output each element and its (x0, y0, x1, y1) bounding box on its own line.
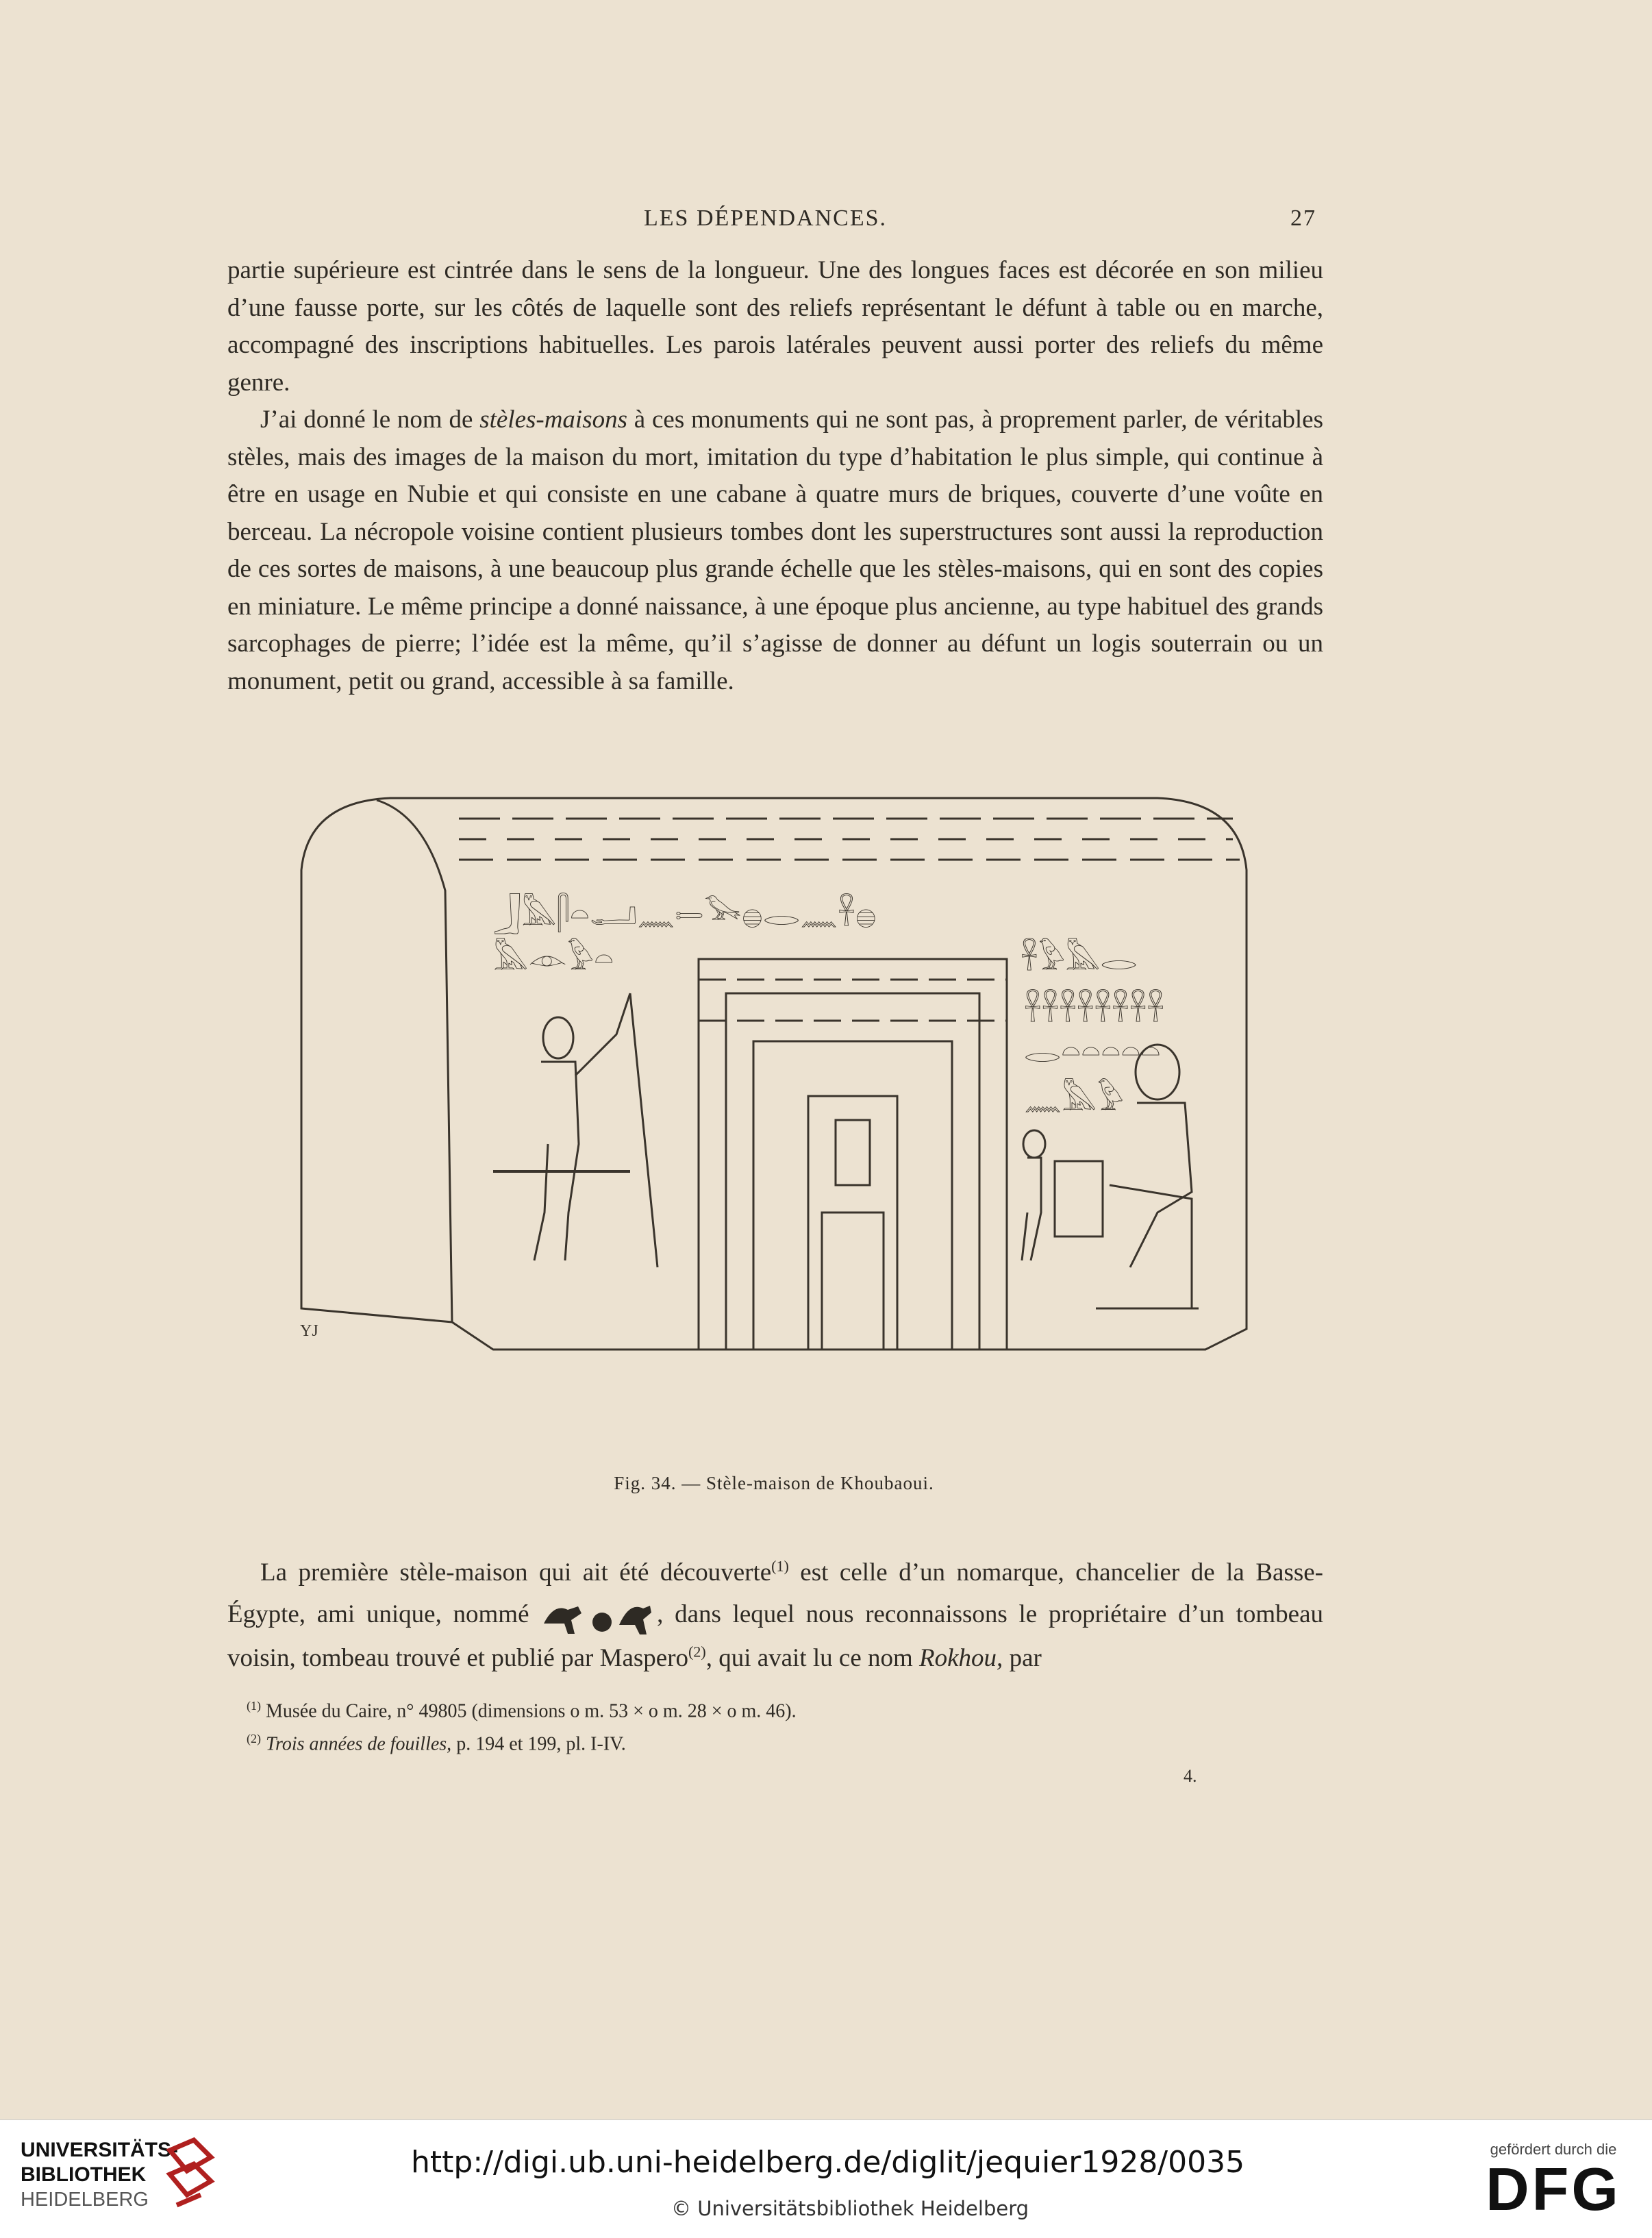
text-span: La première stèle-maison qui ait été découverte (260, 1558, 772, 1587)
italic-term: stèles-maisons (479, 406, 628, 434)
footnote-mark: (2) (247, 1732, 261, 1746)
text-span: par (1003, 1643, 1042, 1672)
paragraph-3 (227, 1552, 1323, 1679)
name-hieroglyph-icon (540, 1596, 657, 1637)
artist-initials: YJ (300, 1322, 318, 1340)
library-name-line: BIBLIOTHEK (21, 2163, 147, 2186)
text-span: à ces monuments qui ne sont pas, à proprement parler, de véritables stèles, mais des images de la maison du mort, imitation du type d’habitation le plus simple, qui continue à être en usage en Nubie et qui consiste en une cabane à quatre murs de briques, couverte d’une voûte en berceau. La nécropole voisine contient plusieurs tombes dont les superstructures sont aussi la reproduction de ces sortes de maisons, à une beaucoup plus grande échelle que les stèles-maisons, qui en sont des copies en miniature. Le même principe a donné naissance, à une époque plus ancienne, au type habituel des grands sarcophages de pierre; l’idée est la même, qu’il s’agisse de donner au défunt un logis souterrain ou un monument, petit ou grand, accessible à sa famille. (227, 406, 1323, 695)
body-text-top (227, 252, 1323, 700)
paragraph-1: partie supérieure est cintrée dans le sens de la longueur. Une des longues faces est décorée en son milieu d’une fausse porte, sur les côtés de laquelle sont des reliefs représentant le défunt à table ou en marche, accompagné des inscriptions habituelles. Les parois latérales peuvent aussi porter des reliefs du même genre. (227, 256, 1323, 397)
dfg-funding-logo[interactable] (1471, 2141, 1636, 2223)
running-title: LES DÉPENDANCES. (644, 206, 888, 231)
paragraph-2 (227, 401, 1323, 700)
gathering-signature: 4. (1184, 1766, 1197, 1786)
text-span: , qui avait lu ce nom (705, 1643, 920, 1672)
dfg-logo-text: DFG (1486, 2155, 1621, 2223)
footnote-1 (247, 1692, 1274, 1725)
hieroglyph-row-6: 𓈖𓅓𓅱 (1024, 1080, 1124, 1117)
footnote-text: Musée du Caire, n° 49805 (dimensions o m. 53 × o m. 28 × o m. 46). (261, 1700, 797, 1722)
footnote-ref[interactable]: (2) (688, 1643, 706, 1661)
text-span: , dans lequel nous reconnaissons le propriétaire d’un tombeau voisin, tombeau trouvé et publié par Maspero (227, 1600, 1323, 1672)
text-span: est celle d’un nomarque, chancelier de la Basse-Égypte, ami unique, nommé (227, 1558, 1323, 1628)
hieroglyph-row-1: 𓃀𓅓𓋴𓏏𓂝𓈖𓍿𓅨𓐍𓂋𓈖𓋹𓐍 (493, 895, 877, 932)
text-span: J’ai donné le nom de (260, 406, 480, 434)
footnotes (247, 1692, 1274, 1758)
footnote-text: p. 194 et 199, pl. I-IV. (451, 1733, 626, 1755)
running-head (226, 206, 1322, 247)
stele-figure (288, 788, 1260, 1473)
hieroglyph-row-5: 𓂋𓏏𓏏𓏏𓏏𓏏 (1024, 1032, 1161, 1069)
footnote-2 (247, 1725, 1274, 1758)
library-emblem-icon (163, 2137, 218, 2212)
hieroglyph-row-2: 𓅓𓁹𓅱𓏏 (493, 940, 614, 977)
permalink-url[interactable]: http://digi.ub.uni-heidelberg.de/diglit/jequier1928/0035 (411, 2145, 1245, 2180)
library-name-line: UNIVERSITÄTS- (21, 2139, 179, 2161)
italic-name: Rokhou, (919, 1643, 1003, 1672)
body-text-bottom (227, 1552, 1323, 1679)
hieroglyph-row-4: 𓋹𓋹𓋹𓋹𓋹𓋹𓋹𓋹 (1024, 991, 1164, 1028)
footnote-title: Trois années de fouilles, (266, 1733, 452, 1755)
copyright-notice: © Universitätsbibliothek Heidelberg (671, 2197, 1029, 2220)
page-number: 27 (1290, 206, 1316, 231)
funding-label: gefördert durch die (1490, 2141, 1617, 2158)
library-name-line: HEIDELBERG (21, 2189, 149, 2211)
hieroglyph-row-3: 𓋹𓅱𓅓𓂋 (1021, 940, 1138, 977)
footnote-ref[interactable]: (1) (771, 1557, 789, 1575)
figure-caption: Fig. 34. — Stèle-maison de Khoubaoui. (614, 1473, 934, 1493)
footnote-mark: (1) (247, 1699, 261, 1713)
viewer-footer (0, 2119, 1652, 2238)
